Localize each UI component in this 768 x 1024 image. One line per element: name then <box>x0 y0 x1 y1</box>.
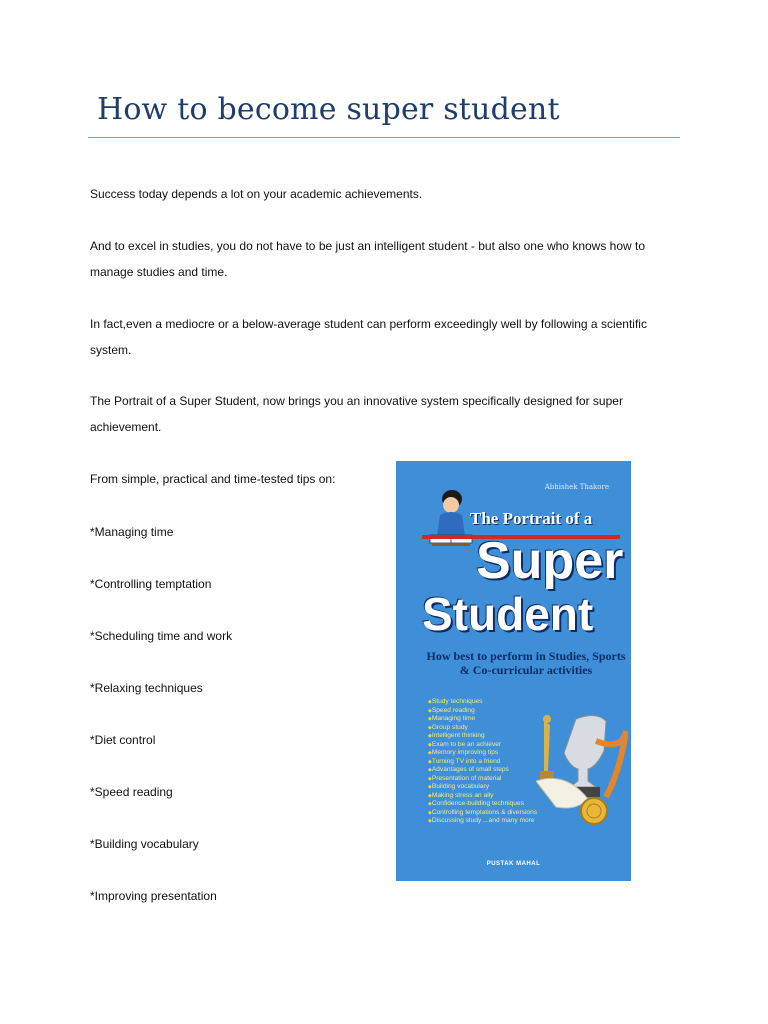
cover-topic: ◆ Advantages of small steps <box>428 766 537 775</box>
book-cover-image <box>396 461 631 881</box>
cover-topic: ◆ Confidence-building techniques <box>428 800 537 809</box>
cover-topic: ◆ Study techniques <box>428 698 537 707</box>
cover-topic: ◆ Group study <box>428 724 537 733</box>
cover-topic: ◆ Controlling temptations & diversions <box>428 809 537 818</box>
trophy-icon <box>536 711 628 831</box>
cover-topic: ◆ Intelligent thinking <box>428 732 537 741</box>
list-item: *Building vocabulary <box>90 837 199 851</box>
cover-topic: ◆ Discussing study ...and many more <box>428 817 537 826</box>
cover-title-student: Student <box>422 588 594 640</box>
title-underline <box>88 137 680 138</box>
cover-topic: ◆ Speed reading <box>428 707 537 716</box>
paragraph-intro: Success today depends a lot on your academic achievements. <box>90 187 423 201</box>
cover-topic: ◆ Presentation of material <box>428 775 537 784</box>
cover-author: Abhishek Thakore <box>544 483 609 491</box>
cover-title-super: Super <box>476 532 624 590</box>
cover-title-line1: The Portrait of a <box>470 509 593 528</box>
cover-topic: ◆ Managing time <box>428 715 537 724</box>
page-title: How to become super student <box>97 92 560 127</box>
student-reading-icon <box>426 485 476 555</box>
cover-publisher: PUSTAK MAHAL <box>486 861 541 867</box>
cover-topic: ◆ Exam to be an achiever <box>428 741 537 750</box>
list-item: *Relaxing techniques <box>90 681 203 695</box>
list-item: *Speed reading <box>90 785 173 799</box>
list-item: *Diet control <box>90 733 156 747</box>
cover-topic: ◆ Turning TV into a friend <box>428 758 537 767</box>
paragraph-excel: And to excel in studies, you do not have to be just an intelligent student - but also one who knows how to manage studies and time. <box>90 239 646 279</box>
paragraph-tips-intro: From simple, practical and time-tested tips on: <box>90 472 336 486</box>
list-item: *Improving presentation <box>90 889 217 903</box>
list-item: *Scheduling time and work <box>90 629 233 643</box>
cover-subtitle: How best to perform in Studies, Sports & Co-curricular activities <box>426 649 626 677</box>
cover-topic: ◆ Memory improving tips <box>428 749 537 758</box>
cover-topic: ◆ Building vocabulary <box>428 783 537 792</box>
list-item: *Managing time <box>90 525 174 539</box>
list-item: *Controlling temptation <box>90 577 212 591</box>
cover-topic: ◆ Making stress an ally <box>428 792 537 801</box>
paragraph-mediocre: In fact,even a mediocre or a below-average student can perform exceedingly well by following a scientific system. <box>90 317 647 357</box>
cover-topic-list <box>428 698 537 826</box>
paragraph-portrait: The Portrait of a Super Student, now brings you an innovative system specifically designed for super achievement. <box>90 394 623 434</box>
